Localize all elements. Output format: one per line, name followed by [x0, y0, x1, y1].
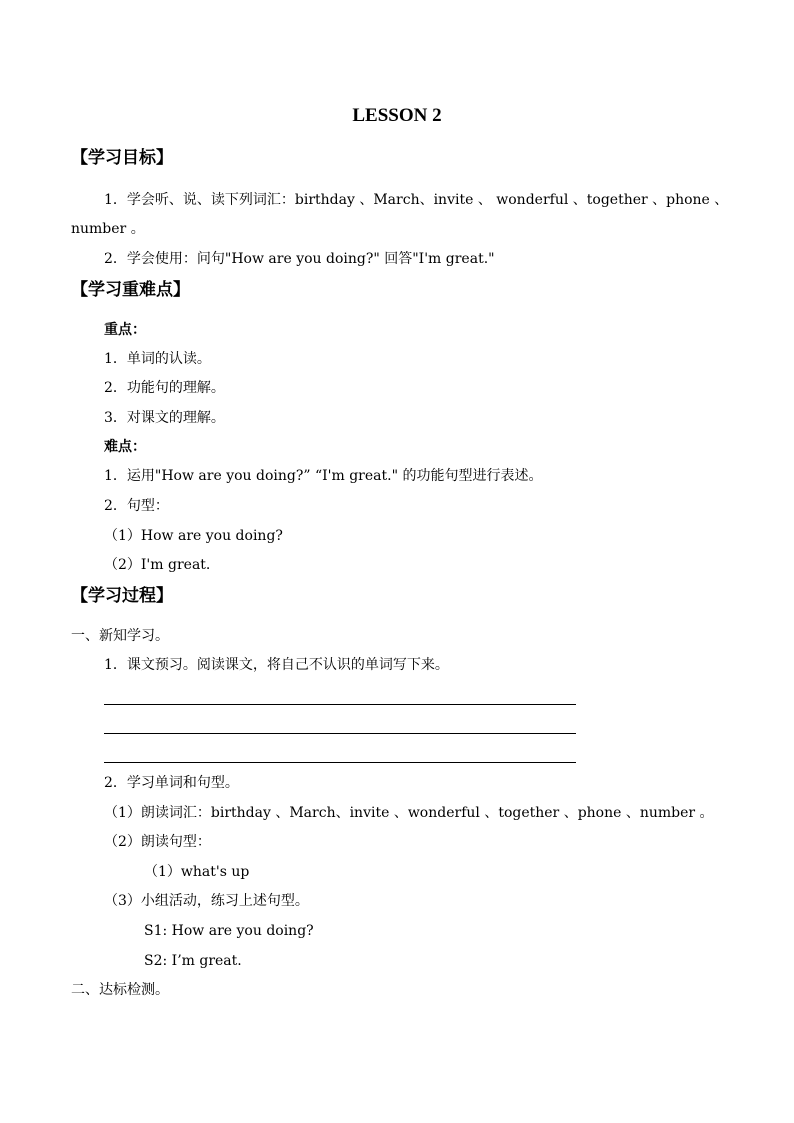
sub-step-2: （2）朗读句型： [104, 834, 211, 850]
dialog-s1: S1: How are you doing? [144, 923, 314, 939]
section-2-title: 二、达标检测。 [71, 982, 169, 998]
step-2: 2．学习单词和句型。 [104, 775, 239, 791]
section-1-title: 一、新知学习。 [71, 628, 169, 644]
answer-blank-line[interactable] [104, 762, 576, 763]
sub-step-2-item: （1）what's up [144, 864, 250, 880]
goals-item-1-cont: number 。 [71, 221, 145, 237]
difficulty-item: （2）I'm great. [104, 557, 211, 573]
goals-heading: 【学习目标】 [71, 148, 173, 168]
focus-item: 1．单词的认读。 [104, 351, 211, 367]
difficulty-item: 2．句型： [104, 498, 169, 514]
step-1: 1．课文预习。阅读课文，将自己不认识的单词写下来。 [104, 657, 449, 673]
sub-step-3: （3）小组活动，练习上述句型。 [104, 893, 309, 909]
goals-item-1: 1．学会听、说、读下列词汇：birthday 、March、invite 、 wonderful 、together 、phone 、 [104, 192, 729, 208]
page-title: LESSON 2 [352, 105, 442, 126]
focus-item: 3．对课文的理解。 [104, 410, 225, 426]
key-points-heading: 【学习重难点】 [71, 280, 190, 300]
focus-item: 2．功能句的理解。 [104, 380, 225, 396]
focus-label: 重点： [104, 322, 146, 338]
difficulty-label: 难点： [104, 439, 146, 455]
difficulty-item: 1．运用"How are you doing?” “I'm great." 的功能句型进行表述。 [104, 468, 543, 484]
dialog-s2: S2: I’m great. [144, 953, 242, 969]
difficulty-item: （1）How are you doing? [104, 528, 283, 544]
process-heading: 【学习过程】 [71, 586, 173, 606]
answer-blank-line[interactable] [104, 704, 576, 705]
answer-blank-line[interactable] [104, 733, 576, 734]
goals-item-2: 2．学会使用：问句"How are you doing?" 回答"I'm great." [104, 251, 495, 267]
sub-step-1: （1）朗读词汇：birthday 、March、invite 、wonderful 、together 、phone 、number 。 [104, 805, 714, 821]
